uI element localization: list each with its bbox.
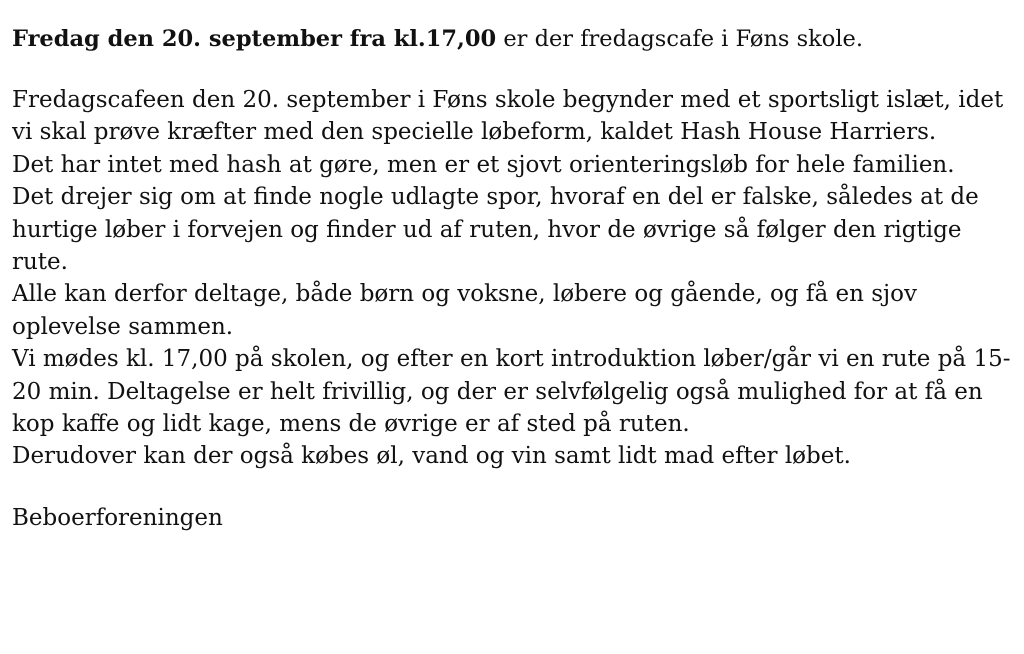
paragraph-meeting: Vi mødes kl. 17,00 på skolen, og efter en kort introduktion løber/går vi en rute på 15-20 min. Deltagelse er helt frivillig, og der er selvfølgelig også mulighed for at få en kop kaffe og lidt kage, mens de øvrige er af sted på ruten. — [12, 346, 1011, 438]
paragraph-food: Derudover kan der også købes øl, vand og vin samt lidt mad efter løbet. — [12, 443, 851, 470]
signature: Beboerforeningen — [12, 504, 223, 531]
paragraph-everyone: Alle kan derfor deltage, både børn og voksne, løbere og gående, og få en sjov oplevelse sammen. — [12, 281, 917, 340]
headline — [12, 24, 1014, 54]
paragraph-intro: Fredagscafeen den 20. september i Føns skole begynder med et sportsligt islæt, idet vi skal prøve kræfter med den specielle løbeform, kaldet Hash House Harriers. — [12, 87, 1004, 146]
headline-text: er der fredagscafe i Føns skole. — [496, 26, 864, 52]
paragraph-hash: Det har intet med hash at gøre, men er et sjovt orienteringsløb for hele familien. — [12, 151, 955, 178]
paragraph-trails: Det drejer sig om at finde nogle udlagte spor, hvoraf en del er falske, således at de hurtige løber i forvejen og finder ud af ruten, hvor de øvrige så følger den rigtige rute. — [12, 184, 979, 276]
announcement-body — [12, 84, 1014, 473]
headline-bold-text: Fredag den 20. september fra kl.17,00 — [12, 26, 497, 52]
